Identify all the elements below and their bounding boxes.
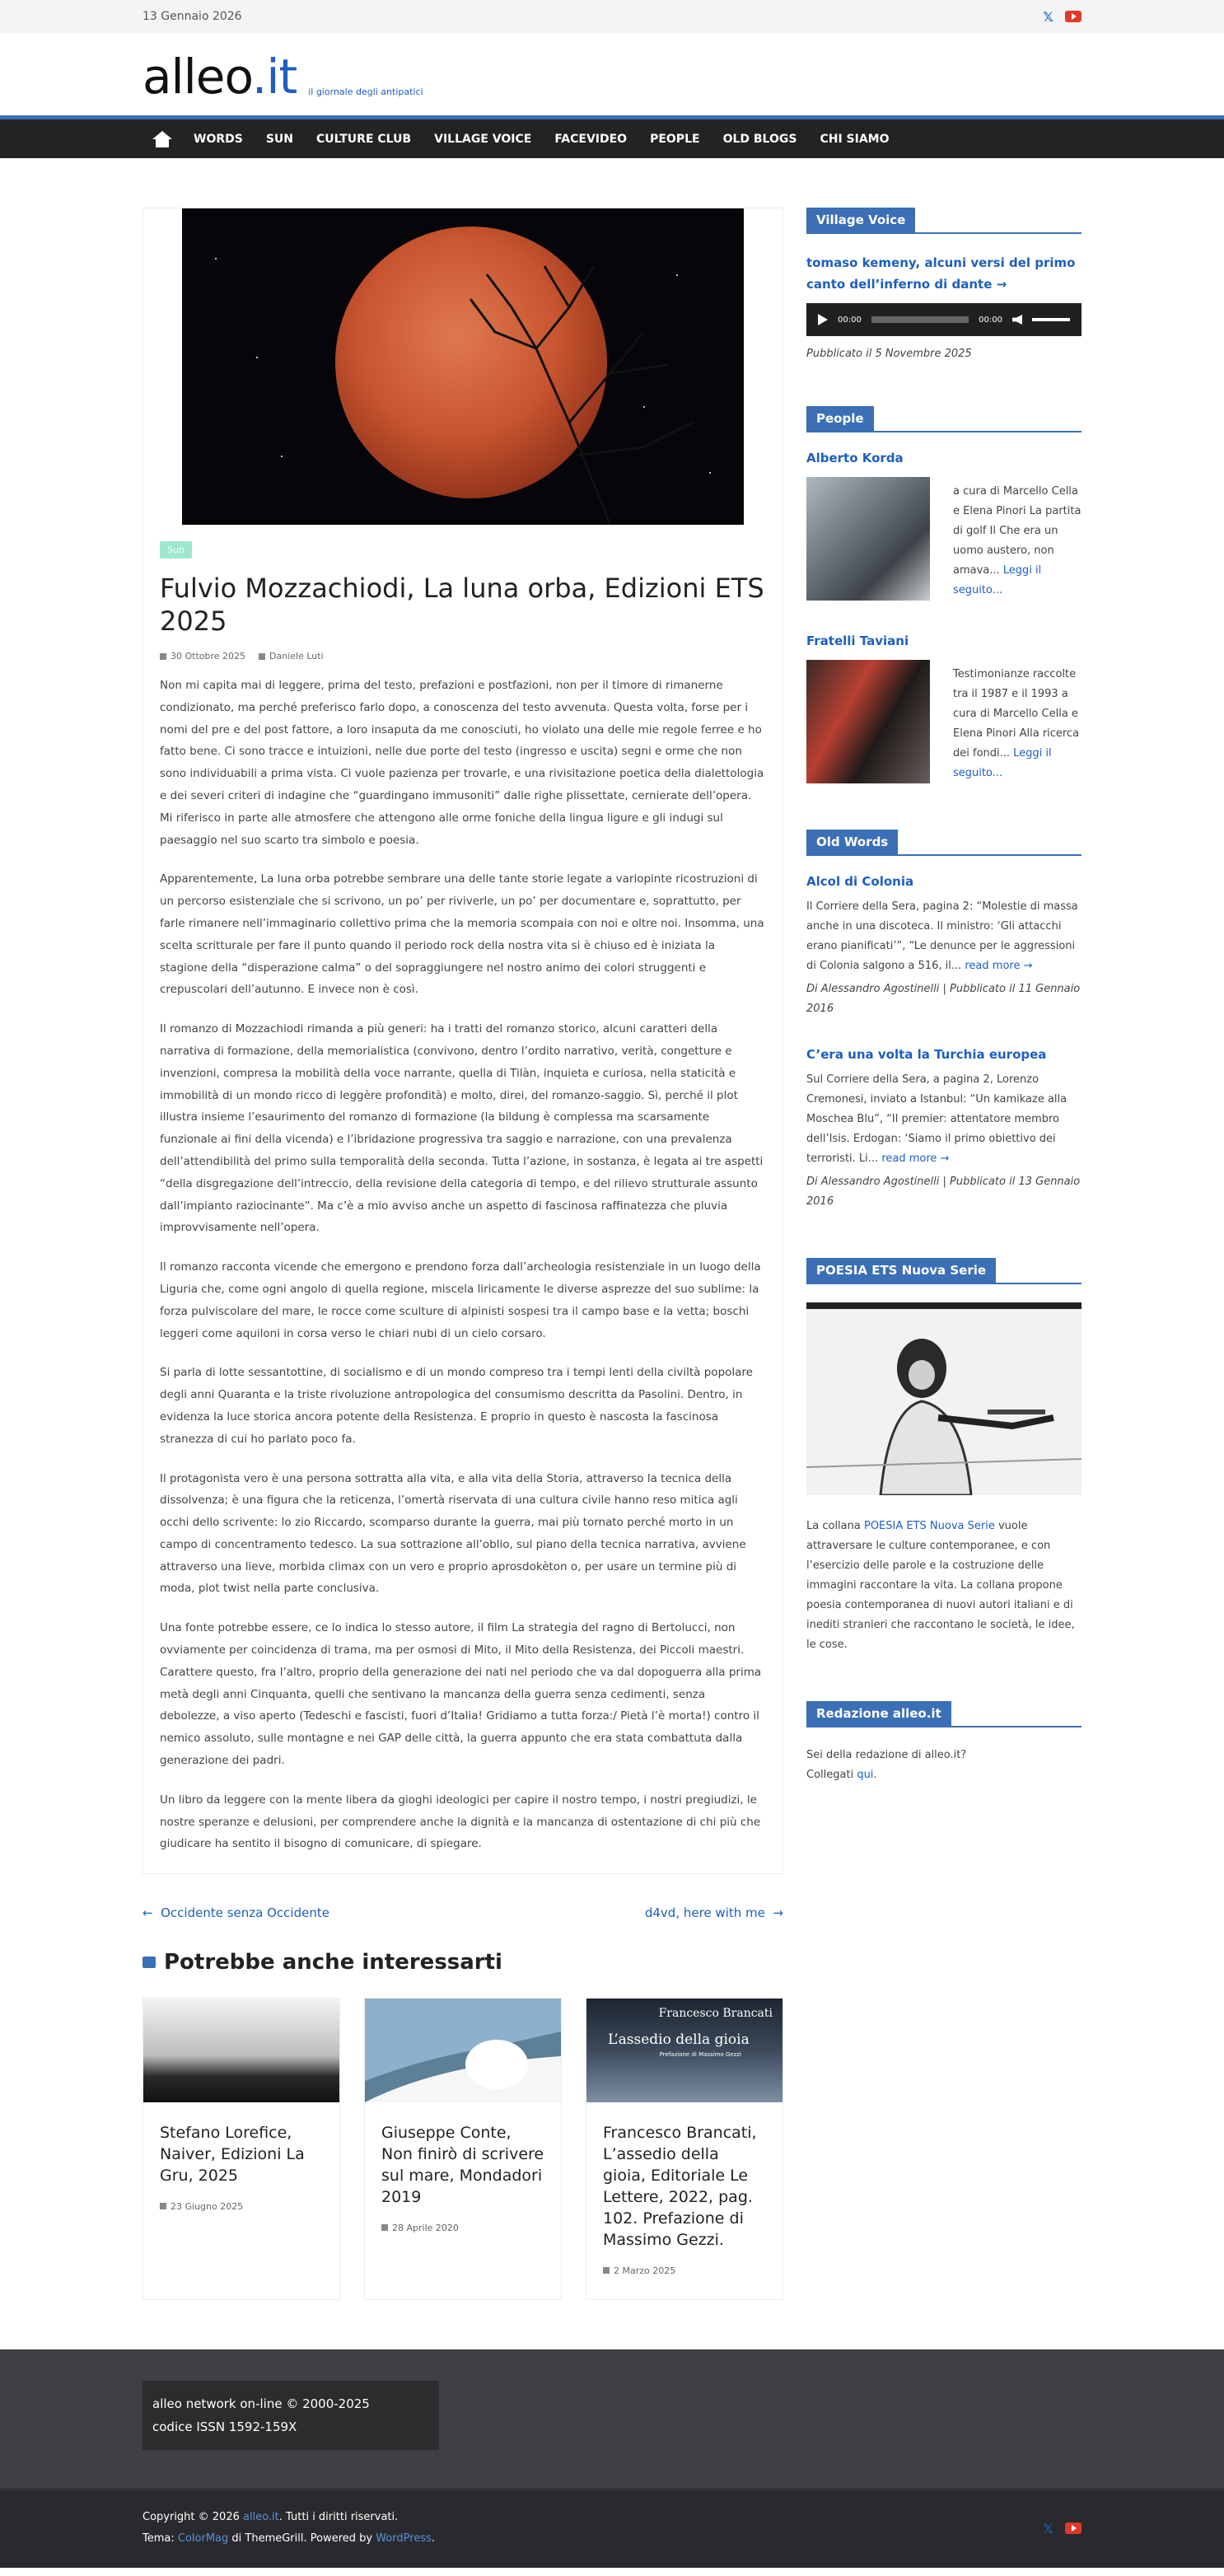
previous-post-link[interactable] [142,1905,329,1920]
village-voice-published: Pubblicato il 5 Novembre 2025 [806,348,972,360]
gorilla-illustration [806,1302,1082,1495]
old-words-item [806,874,1082,1019]
redazione-question: Sei della redazione di alleo.it? [806,1749,967,1761]
old-words-excerpt-text: Il Corriere della Sera, pagina 2: “Molestie di massa anche in una discoteca. Il ministro: ‘Gli attacchi erano pianificati’”, “Le denunce per le aggressioni di Colonia salgono a 516, il... [806,900,1078,972]
widget-redazione [806,1701,1082,1785]
footer-bottom [0,2488,1224,2568]
theme-end: . [431,2532,436,2546]
related-card[interactable] [142,1998,340,2300]
poesia-illustration[interactable] [806,1302,1082,1495]
related-date [603,2265,766,2276]
content-area [142,208,1082,2300]
widget-title [806,1258,1082,1284]
related-date-text: 2 Marzo 2025 [614,2265,676,2277]
people-item [806,451,1082,601]
calendar-icon [381,2224,388,2231]
nav-item-chi-siamo[interactable]: CHI SIAMO [820,132,890,146]
youtube-icon[interactable] [1065,11,1082,22]
article [142,208,783,1874]
post-navigation [142,1905,783,1920]
tree-branches [182,208,744,525]
redazione-login-suffix: . [873,1769,877,1781]
village-voice-link[interactable]: tomaso kemeny, alcuni versi del primo canto dell’inferno di dante → [806,255,1076,292]
widget-people [806,406,1082,783]
next-post-link[interactable] [645,1905,783,1920]
sea-graphic [365,1999,561,2102]
widget-title [806,1701,1082,1727]
old-words-title[interactable]: Alcol di Colonia [806,874,914,889]
nav-item-culture-club[interactable]: CULTURE CLUB [316,132,412,146]
category-badge[interactable]: Sun [160,541,192,559]
volume-icon[interactable] [1012,315,1022,325]
x-twitter-icon[interactable]: 𝕏 [1043,2520,1053,2536]
post-date-text: 30 Ottobre 2025 [171,651,246,662]
top-bar [0,0,1224,33]
calendar-icon [603,2267,610,2274]
people-excerpt-text: Testimonianze raccolte tra il 1987 e il 1993 a cura di Marcello Cella e Elena Pinori Alla ricerca dei fondi... [953,668,1080,760]
read-more-link[interactable]: read more → [965,960,1033,972]
widget-title [806,830,1082,856]
post-paragraph: Una fonte potrebbe essere, ce lo indica lo stesso autore, il film La strategia del ragno di Bertolucci, non ovviamente per coincidenza di trama, ma per osmosi di Mito, il Mito della Resistenza, dei Piccoli maestri. Carattere questo, fra l’altro, proprio della generazione dei nati nel periodo che va dal dopoguerra alla prima metà degli anni Cinquanta, quelli che sentivano la mancanza della guerra senza cedimenti, senza debolezze, a viso aperto (Tedeschi e fascisti, fuori d’Italia! Gridiamo a tutta forza:/ Pietà l’è morta!) contro il nemico assoluto, sulle montagne e nei GAP delle città, la guerra appunto che era stata combattuta dalla generazione dei padri. [160,1621,762,1768]
old-words-meta: Di Alessandro Agostinelli | Pubblicato il 11 Gennaio 2016 [806,983,1081,1015]
post-meta [160,651,766,662]
read-more-link[interactable]: Leggi il seguito... [953,564,1042,596]
related-image-book-cover [586,1999,783,2102]
people-item [806,633,1082,783]
old-words-item [806,1047,1082,1212]
cover-subtitle: Prefazione di Massimo Gezzi [659,2051,741,2059]
people-photo-korda[interactable] [806,477,930,601]
related-title[interactable]: Giuseppe Conte, Non finirò di scrivere sul mare, Mondadori 2019 [381,2124,544,2207]
related-title[interactable]: Stefano Lorefice, Naiver, Edizioni La Gru, 2025 [160,2124,305,2186]
site-logo[interactable] [142,49,297,105]
thumbs-up-icon [142,1957,156,1968]
related-card[interactable] [586,1998,783,2300]
people-excerpt [953,660,1082,783]
nav-item-village-voice[interactable]: VILLAGE VOICE [434,132,532,146]
old-words-excerpt [806,1070,1082,1169]
widget-title [806,208,1082,234]
related-heading [142,1950,783,1975]
nav-item-facevideo[interactable]: FACEVIDEO [554,132,628,146]
nav-home[interactable] [142,119,182,158]
widget-village-voice [806,208,1082,360]
current-date: 13 Gennaio 2026 [142,10,242,23]
previous-post-title: Occidente senza Occidente [161,1905,329,1921]
audio-progress-bar[interactable] [871,316,969,323]
read-more-link[interactable]: Leggi il seguito... [953,747,1052,779]
related-date-text: 23 Giugno 2025 [171,2201,244,2213]
copyright-prefix: Copyright © 2026 [142,2511,244,2524]
widget-poesia [806,1258,1082,1655]
featured-image-moon [182,208,744,525]
related-heading-text: Potrebbe anche interessarti [164,1950,502,1975]
copyright-suffix: . Tutti i diritti riservati. [278,2511,399,2524]
widget-title [806,406,1082,432]
post-author-text: Daniele Luti [269,651,324,662]
nav-item-sun[interactable]: SUN [265,132,293,146]
redazione-text [806,1746,1082,1785]
logo-dot: . [251,49,267,105]
footer-issn-text: codice ISSN 1592-159X [152,2419,297,2435]
related-card[interactable] [364,1998,562,2300]
site-header [0,33,1224,115]
arrow-right-icon: → [773,1905,783,1921]
volume-slider[interactable] [1032,318,1070,321]
social-links [1043,9,1082,25]
post-paragraph: Il romanzo di Mozzachiodi rimanda a più generi: ha i tratti del romanzo storico, alcuni caratteri della narrativa di formazione, della memorialistica (convivono, dentro l’ordito narrativo, verità, congetture e invenzioni, compresa la mobilità della voce narrante, quella di Tilàn, inquieta e curiosa, nella staticità e immobilità di un mondo ricco di leggère profondità) e molto, direi, del romanzo-saggio. Sì, perché il plot illustra insieme l’esaurimento del romanzo di formazione (la bildung è complessa ma scarsamente funzionale ai fini della vicenda) e l’ibridazione progressiva tra saggio e narrazione, con una prevalenza dell’attendibilità del primo sulla temporalità della seconda. Tutta l’azione, in sostanza, è legata ai tre aspetti “della disgregazione dell’intreccio, della revisione della categoria di tempo, e del rilievo strutturale assunto dall’impianto raziocinante”. Ma c’è a mio avviso anche un aspetto di fascinosa raffinatezza che pluvia improvvisamente nell’opera. [160,1022,764,1235]
youtube-icon[interactable] [1065,2522,1082,2534]
calendar-icon [160,2203,166,2209]
post-paragraph: Il romanzo racconta vicende che emergono e prendono forza dall’archeologia resistenziale in un luogo della Liguria che, come ogni angolo di quella regione, miscela liricamente le diverse asprezze del suo sublime: la forza pulviscolare del mare, le rocce come sculture di alpinisti sospesi tra il campo base e la vetta; boschi leggeri come aquiloni in corsa verso le chiari nubi di un cielo corsaro. [160,1260,761,1340]
main-navigation [0,115,1224,158]
post-paragraph: Si parla di lotte sessantottine, di socialismo e di un mondo compreso tra i tempi lenti della civiltà popolare degli anni Quaranta e la triste rivoluzione antropologica del consumismo descritta da Pasolini. Dentro, in evidenza la luce storica ancora potente della Resistenza. E proprio in questo è nascosta la fascinosa stranezza di cui ho parlato poco fa. [160,1366,753,1446]
cover-title: L’assedio della gioia [608,2031,750,2049]
post-author[interactable] [259,651,324,662]
copyright [142,2507,435,2550]
post-paragraph: Un libro da leggere con la mente libera da gioghi ideologici per capire il nostro tempo, i nostri pregiudizi, le nostre speranze e delusioni, per comprendere anche la dignità e la mancanza di ostentazione di chi più che giudicare ha sentito il bisogno di comunicare, di spiegare. [160,1793,761,1851]
cover-author: Francesco Brancati [658,2007,773,2021]
poesia-text-after: vuole attraversare le culture contemporanee, e con l’esercizio delle parole e la costruzione delle immagini raccontare la vita. La collana propone poesia contemporanea di nuovi autori italiani e di inediti stranieri che raccontano le società, le idee, le cose. [806,1520,1075,1651]
redazione-login-line [806,1765,1082,1785]
people-excerpt [953,477,1082,601]
widget-title-text[interactable]: Redazione alleo.it [806,1701,951,1726]
footer-network-text: alleo network on-line © 2000-2025 [152,2396,370,2412]
widget-title-text[interactable]: People [806,406,874,431]
sidebar [806,208,1082,2300]
redazione-login-link[interactable]: qui [857,1769,874,1781]
poesia-series-link[interactable]: POESIA ETS Nuova Serie [863,1520,995,1532]
site-tagline: il giornale degli antipatici [308,86,423,97]
related-date [381,2223,544,2233]
post-paragraph: Apparentemente, La luna orba potrebbe sembrare una delle tante storie legate a variopinte ricostruzioni di un percorso esistenziale che si scrivono, un po’ per riviverle, un po’ per documentare e, soprattutto, per farle rimanere nell’immaginario collettivo prima che la memoria scompaia con noi e oltre noi. Insomma, una scelta scritturale per fare il punto quando il periodo rock della nostra vita si è chiuso ed è iniziata la stagione della “disperazione calma” o del sopraggiungere nel nostro animo dei colori struggenti e crepuscolari dell’autunno. E invece non è così. [160,872,764,997]
footer-social-links [1043,2521,1082,2536]
calendar-icon [160,653,166,660]
x-twitter-icon[interactable]: 𝕏 [1043,8,1053,25]
related-posts [142,1998,783,2300]
logo-text-main: alleo [142,49,252,105]
post-content [160,675,766,1855]
next-post-title: d4vd, here with me [644,1905,765,1921]
play-icon[interactable] [818,314,828,325]
audio-player [806,303,1082,336]
read-more-link[interactable]: read more → [881,1152,950,1165]
old-words-meta: Di Alessandro Agostinelli | Pubblicato il 13 Gennaio 2016 [806,1176,1081,1208]
theme-middle: di ThemeGrill. Powered by [228,2532,376,2546]
user-icon [259,653,265,660]
theme-link[interactable]: ColorMag [177,2532,229,2546]
nav-item-words[interactable]: WORDS [194,132,243,146]
related-image-landscape [143,1999,339,2102]
people-name[interactable]: Fratelli Taviani [806,633,909,648]
logo-tld: it [266,49,297,105]
nav-item-old-blogs[interactable]: OLD BLOGS [722,132,797,146]
post-date[interactable] [160,651,245,662]
people-excerpt-text: a cura di Marcello Cella e Elena Pinori La partita di golf Il Che era un uomo austero, non amava... [953,485,1082,577]
footer-widgets [0,2349,1224,2488]
widget-old-words [806,830,1082,1212]
footer-info-box [142,2381,439,2450]
audio-current-time: 00:00 [838,315,862,325]
theme-prefix: Tema: [142,2532,178,2546]
old-words-excerpt [806,897,1082,976]
footer-site-link[interactable]: alleo.it [243,2511,279,2524]
main-column [142,208,783,2300]
redazione-login-prefix: Collegati [806,1769,857,1781]
home-icon [152,131,172,147]
related-title[interactable]: Francesco Brancati, L’assedio della gioia, Editoriale Le Lettere, 2022, pag. 102. Prefazione di Massimo Gezzi. [603,2124,757,2250]
audio-duration: 00:00 [979,315,1002,325]
related-image-sea [365,1999,561,2102]
related-date [160,2201,323,2212]
post-paragraph: Il protagonista vero è una persona sottratta alla vita, e alla vita della Storia, attraverso la tecnica della dissolvenza; è una figura che la reticenza, l’omertà riservata di una cultura civile hanno reso mitica agli occhi dello scrivente: lo zio Riccardo, scomparso durante la guerra, mai più tornato perché morto in un campo di concentramento tedesco. La sua sottrazione all’oblio, sul piano della tecnica narrativa, avviene attraverso una lieve, morbida climax con un vero e proprio aprosdokèton o, per usare un termine più di moda, plot twist nella parte conclusiva. [160,1471,746,1596]
old-words-excerpt-text: Sul Corriere della Sera, a pagina 2, Lorenzo Cremonesi, inviato a Istanbul: “Un kamikaze alla Moschea Blu”, “Il premier: attentatore membro dell’Isis. Erdogan: ‘Siamo il primo obiettivo dei terroristi. Li... [806,1073,1067,1165]
people-photo-taviani[interactable] [806,660,930,783]
widget-title-text[interactable]: Old Words [806,830,898,854]
post-title: Fulvio Mozzachiodi, La luna orba, Edizioni ETS 2025 [160,573,764,637]
people-name[interactable]: Alberto Korda [806,451,904,465]
widget-title-text[interactable]: Village Voice [806,208,915,232]
related-date-text: 28 Aprile 2020 [392,2223,459,2234]
widget-title-text[interactable]: POESIA ETS Nuova Serie [806,1258,996,1283]
post-paragraph: Non mi capita mai di leggere, prima del testo, prefazioni e postfazioni, non per il timore di rimanerne condizionato, ma perché preferisco farlo dopo, a conoscenza del testo avvenuta. Questa volta, forse per i nomi del pre e del post fattore, a loro insaputa da me conosciuti, ho violato una delle mie regole ferree e ho fatto bene. Ci sono tracce e intuizioni, nelle due porte del testo (ingresso e uscita) segni e orme che non sono individuabili a prima vista. Ci vuole pazienza per trovarle, e una rivisitazione poetica della dialettologia e dei severi criteri di indagine che “guardingano immusoniti” dalle righe plissettate, cernierate dell’opera. Mi riferisco in parte alle atmosfere che attengono alle orme foniche della lingua ligure e gli indugi sul paesaggio nel suo scarto tra simbolo e poesia. [160,679,764,847]
nav-item-people[interactable]: PEOPLE [650,132,700,146]
poesia-description [806,1517,1082,1655]
old-words-title[interactable]: C’era una volta la Turchia europea [806,1047,1047,1062]
arrow-left-icon: ← [142,1905,153,1921]
wordpress-link[interactable]: WordPress [376,2532,432,2546]
poesia-text-before: La collana [806,1520,864,1532]
